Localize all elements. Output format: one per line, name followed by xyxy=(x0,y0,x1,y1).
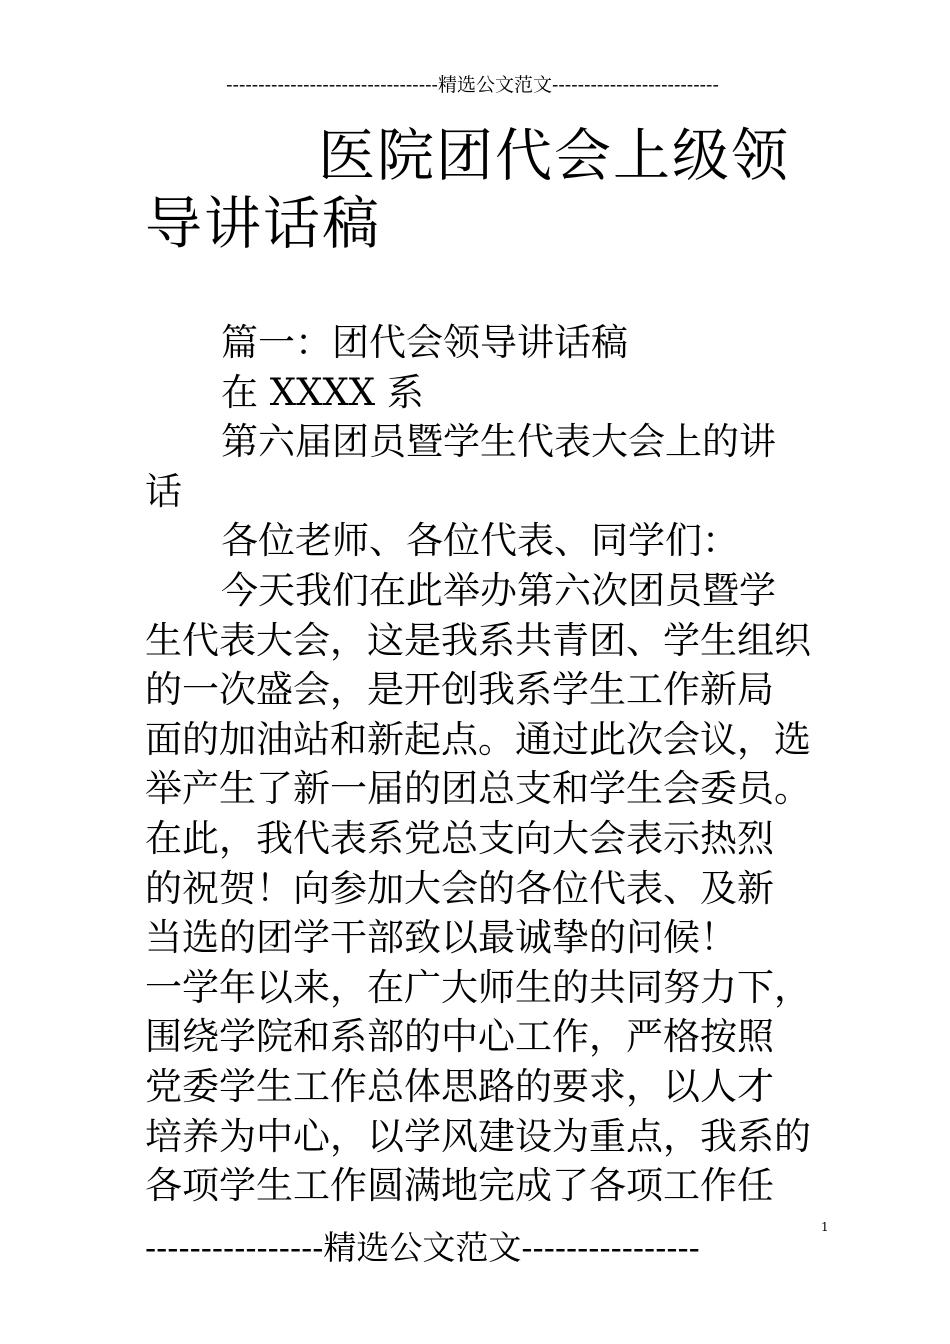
body-line: 生代表大会，这是我系共青团、学生组织 xyxy=(145,618,811,662)
body-line: 的一次盛会，是开创我系学生工作新局 xyxy=(145,668,774,712)
body-line: 篇一：团代会领导讲话稿 xyxy=(221,321,628,364)
page-header: ---------------------------------精选公文范文-------------------------- xyxy=(226,74,719,96)
body-line: 第六届团员暨学生代表大会上的讲 xyxy=(221,420,776,464)
title-line-2: 导讲话稿 xyxy=(145,191,381,257)
body-line: 在此，我代表系党总支向大会表示热烈 xyxy=(145,816,774,860)
document-body xyxy=(145,318,835,1211)
page-footer: ----------------精选公文范文---------------- xyxy=(145,1228,700,1267)
body-line: 今天我们在此举办第六次团员暨学 xyxy=(221,568,776,612)
body-line: 围绕学院和系部的中心工作，严格按照 xyxy=(145,1015,774,1059)
body-line: 的祝贺！向参加大会的各位代表、及新 xyxy=(145,866,774,910)
body-line: 培养为中心，以学风建设为重点，我系的 xyxy=(145,1114,811,1158)
body-line: 当选的团学干部致以最诚挚的问候！ xyxy=(145,916,737,960)
body-line: 各项学生工作圆满地完成了各项工作任 xyxy=(145,1164,774,1208)
document-title xyxy=(145,122,825,258)
body-line: 话 xyxy=(145,469,182,513)
page-number: 1 xyxy=(821,1220,829,1234)
body-line: 举产生了新一届的团总支和学生会委员。 xyxy=(145,767,811,811)
body-line: 一学年以来，在广大师生的共同努力下， xyxy=(145,965,811,1009)
body-line: 面的加油站和新起点。通过此次会议，选 xyxy=(145,717,811,761)
title-line-1: 医院团代会上级领 xyxy=(318,123,790,189)
body-line: 党委学生工作总体思路的要求，以人才 xyxy=(145,1064,774,1108)
body-line: 在 XXXX 系 xyxy=(221,370,424,414)
body-line: 各位老师、各位代表、同学们： xyxy=(221,519,739,563)
